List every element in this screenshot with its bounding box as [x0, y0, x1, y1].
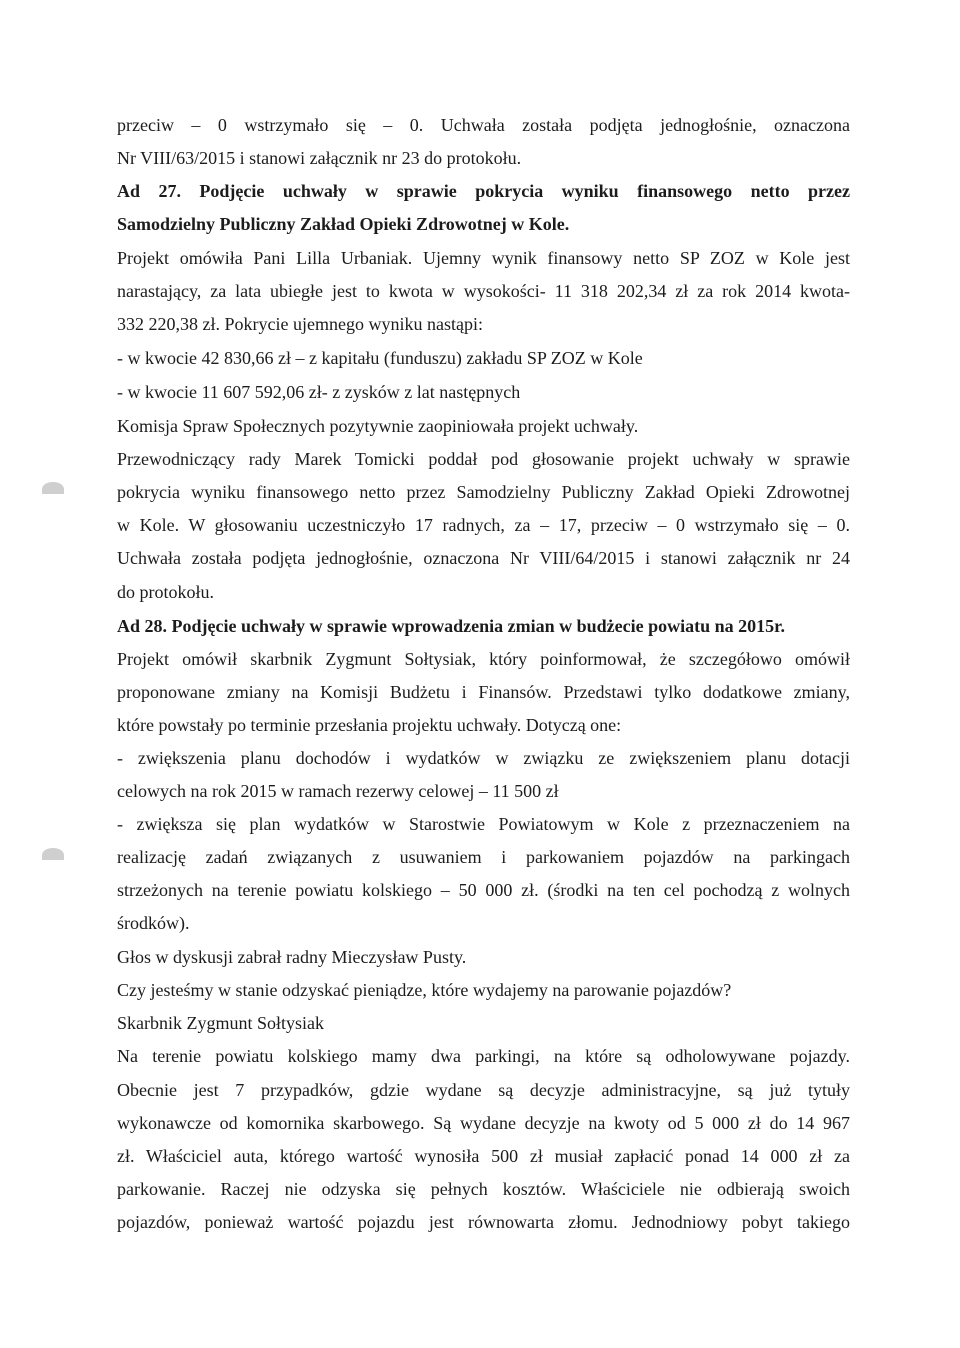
text-line: Obecnie jest 7 przypadków, gdzie wydane są decyzje administracyjne, są już tytuły: [117, 1080, 850, 1100]
text-line: pokrycia wyniku finansowego netto przez Samodzielny Publiczny Zakład Opieki Zdrowotnej: [117, 482, 850, 502]
text-line: Czy jesteśmy w stanie odzyskać pieniądze, które wydajemy na parowanie pojazdów?: [117, 980, 732, 1000]
list-item-cont: celowych na rok 2015 w ramach rezerwy celowej – 11 500 zł: [117, 781, 559, 801]
text-line: Głos w dyskusji zabrał radny Mieczysław Pusty.: [117, 947, 467, 967]
punch-hole-mark: [42, 482, 64, 494]
text-line: Przewodniczący rady Marek Tomicki poddał pod głosowanie projekt uchwały w sprawie: [117, 449, 850, 469]
list-item: - w kwocie 11 607 592,06 zł- z zysków z lat następnych: [117, 382, 521, 402]
text-line: Projekt omówiła Pani Lilla Urbaniak. Ujemny wynik finansowy netto SP ZOZ w Kole jest: [117, 248, 850, 268]
text-line: Na terenie powiatu kolskiego mamy dwa parkingi, na które są odholowywane pojazdy.: [117, 1046, 850, 1066]
text-line: do protokołu.: [117, 582, 214, 602]
text-line: które powstały po terminie przesłania projektu uchwały. Dotyczą one:: [117, 715, 622, 735]
speaker-label: Skarbnik Zygmunt Sołtysiak: [117, 1013, 324, 1033]
text-line: parkowanie. Raczej nie odzyska się pełnych kosztów. Właściciele nie odbierają swoich: [117, 1179, 850, 1199]
text-line: wykonawcze od komornika skarbowego. Są wydane decyzje na kwoty od 5 000 zł do 14 967: [117, 1113, 850, 1133]
list-item-cont: środków).: [117, 913, 190, 933]
text-line: przeciw – 0 wstrzymało się – 0. Uchwała została podjęta jednogłośnie, oznaczona: [117, 115, 850, 135]
punch-hole-mark: [42, 848, 64, 860]
text-line: Komisja Spraw Społecznych pozytywnie zaopiniowała projekt uchwały.: [117, 416, 639, 436]
list-item: - w kwocie 42 830,66 zł – z kapitału (funduszu) zakładu SP ZOZ w Kole: [117, 348, 643, 368]
text-line: w Kole. W głosowaniu uczestniczyło 17 radnych, za – 17, przeciw – 0 wstrzymało się – 0.: [117, 515, 850, 535]
list-item-cont: strzeżonych na terenie powiatu kolskiego – 50 000 zł. (środki na ten cel pochodzą z wolnych: [117, 880, 850, 900]
text-line: Uchwała została podjęta jednogłośnie, oznaczona Nr VIII/64/2015 i stanowi załącznik nr 24: [117, 548, 850, 568]
list-item: - zwiększenia planu dochodów i wydatków w związku ze zwiększeniem planu dotacji: [117, 748, 850, 768]
text-line: 332 220,38 zł. Pokrycie ujemnego wyniku nastąpi:: [117, 314, 483, 334]
text-line: narastający, za lata ubiegłe jest to kwota w wysokości- 11 318 202,34 zł za rok 2014 kwota-: [117, 281, 850, 301]
list-item-cont: realizację zadań związanych z usuwaniem i parkowaniem pojazdów na parkingach: [117, 847, 850, 867]
text-line: proponowane zmiany na Komisji Budżetu i Finansów. Przedstawi tylko dodatkowe zmiany,: [117, 682, 850, 702]
text-line: pojazdów, ponieważ wartość pojazdu jest równowarta złomu. Jednodniowy pobyt takiego: [117, 1212, 850, 1232]
text-line: zł. Właściciel auta, którego wartość wynosiła 500 zł musiał zapłacić ponad 14 000 zł za: [117, 1146, 850, 1166]
list-item: - zwiększa się plan wydatków w Starostwie Powiatowym w Kole z przeznaczeniem na: [117, 814, 850, 834]
section-heading-ad28: Ad 28. Podjęcie uchwały w sprawie wprowadzenia zmian w budżecie powiatu na 2015r.: [117, 616, 786, 636]
section-heading-ad27: Ad 27. Podjęcie uchwały w sprawie pokrycia wyniku finansowego netto przez: [117, 181, 850, 201]
section-heading-ad27-cont: Samodzielny Publiczny Zakład Opieki Zdrowotnej w Kole.: [117, 214, 570, 234]
text-line: Projekt omówił skarbnik Zygmunt Sołtysiak, który poinformował, że szczegółowo omówił: [117, 649, 850, 669]
text-line: Nr VIII/63/2015 i stanowi załącznik nr 23 do protokołu.: [117, 148, 522, 168]
